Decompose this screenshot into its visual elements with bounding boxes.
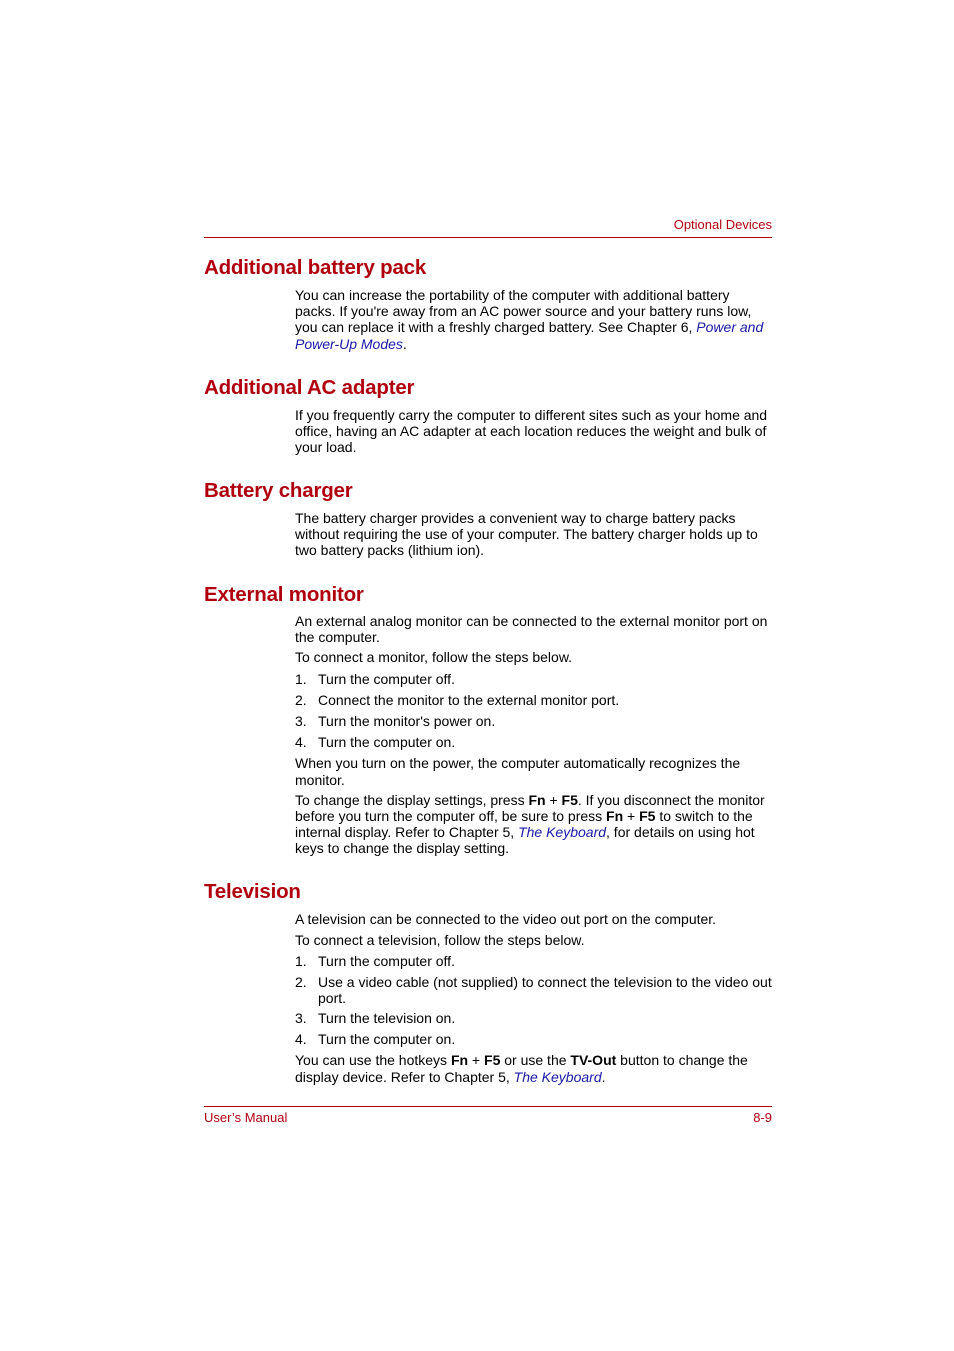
- footer-rule: [204, 1106, 772, 1107]
- text: . If you disconnect the monitor before you turn the computer off, be sure to press: [295, 791, 765, 825]
- heading-battery-charger: Battery charger: [204, 479, 353, 502]
- tv-step: [295, 1010, 773, 1026]
- step-text: Turn the computer on.: [318, 1031, 456, 1048]
- link-the-keyboard[interactable]: The Keyboard: [518, 824, 607, 841]
- step-number: 1.: [295, 953, 307, 970]
- step-number: 2.: [295, 691, 307, 708]
- step-text: Use a video cable (not supplied) to connect the television to the video out port.: [318, 973, 772, 1006]
- step-number: 4.: [295, 1031, 307, 1048]
- step-number: 3.: [295, 1010, 307, 1027]
- key-tv-out: TV-Out: [570, 1052, 617, 1069]
- battery-charger-paragraph: The battery charger provides a convenient way to charge battery packs without requiring the use of your computer. The battery charger holds up to two battery packs (lithium ion).: [295, 510, 758, 559]
- text: +: [468, 1052, 485, 1069]
- running-header: Optional Devices: [673, 217, 772, 232]
- key-fn: Fn: [450, 1052, 469, 1069]
- step-text: Turn the computer on.: [318, 734, 456, 751]
- tv-intro: A television can be connected to the video out port on the computer.: [295, 911, 717, 927]
- battery-pack-paragraph: [295, 287, 773, 352]
- step-number: 2.: [295, 973, 307, 990]
- page-number: 8-9: [753, 1110, 772, 1125]
- text: +: [545, 791, 562, 808]
- tv-step: [295, 953, 773, 969]
- tv-lead: To connect a television, follow the steps below.: [295, 932, 585, 949]
- step-text: Turn the computer off.: [318, 670, 455, 687]
- tv-step: [295, 974, 773, 1006]
- monitor-lead: To connect a monitor, follow the steps below.: [295, 649, 573, 666]
- external-monitor-body: [295, 613, 773, 857]
- header-rule: [204, 237, 772, 238]
- monitor-step: [295, 671, 773, 687]
- key-f5: F5: [484, 1052, 501, 1069]
- monitor-after: When you turn on the power, the computer automatically recognizes the monitor.: [295, 755, 741, 788]
- text: +: [623, 808, 640, 825]
- battery-pack-text-end: .: [402, 335, 407, 352]
- text: button to change the display device. Refer to Chapter 5,: [295, 1052, 748, 1085]
- heading-external-monitor: External monitor: [204, 583, 364, 606]
- monitor-step: [295, 692, 773, 708]
- step-number: 1.: [295, 670, 307, 687]
- text: , for details on using hot keys to change the display setting.: [295, 824, 755, 857]
- key-fn: Fn: [606, 808, 624, 825]
- battery-charger-body: [295, 510, 773, 559]
- step-number: 3.: [295, 713, 307, 730]
- battery-pack-text: You can increase the portability of the computer with additional battery packs. If you're away from an AC power source and your battery runs low, you can replace it with a freshly charged battery. See Chapter 6,: [295, 287, 752, 336]
- monitor-change-settings: [295, 792, 773, 857]
- step-text: Turn the computer off.: [318, 953, 455, 970]
- step-number: 4.: [295, 734, 307, 751]
- tv-hotkeys: [295, 1052, 773, 1084]
- monitor-step: [295, 713, 773, 729]
- heading-television: Television: [204, 880, 301, 903]
- battery-pack-body: [295, 287, 773, 352]
- step-text: Turn the monitor's power on.: [318, 713, 496, 730]
- link-the-keyboard[interactable]: The Keyboard: [513, 1068, 602, 1085]
- tv-step: [295, 1031, 773, 1047]
- step-text: Turn the television on.: [318, 1010, 456, 1027]
- text: to switch to the internal display. Refer to Chapter 5,: [295, 808, 753, 841]
- key-f5: F5: [561, 791, 578, 808]
- step-text: Connect the monitor to the external monitor port.: [318, 691, 620, 708]
- link-power-modes[interactable]: Power and Power-Up Modes: [295, 319, 764, 352]
- key-fn: Fn: [528, 791, 546, 808]
- text: To change the display settings, press: [295, 791, 529, 808]
- key-f5: F5: [639, 808, 656, 825]
- television-body: [295, 911, 773, 1085]
- ac-adapter-paragraph: If you frequently carry the computer to different sites such as your home and office, having an AC adapter at each location reduces the weight and bulk of your load.: [295, 407, 768, 456]
- text: .: [601, 1068, 606, 1085]
- heading-additional-battery-pack: Additional battery pack: [204, 256, 427, 279]
- heading-additional-ac-adapter: Additional AC adapter: [204, 376, 415, 399]
- ac-adapter-body: [295, 407, 773, 456]
- text: You can use the hotkeys: [295, 1052, 451, 1069]
- monitor-step: [295, 734, 773, 750]
- footer-manual-title: User’s Manual: [204, 1110, 288, 1125]
- text: or use the: [500, 1052, 571, 1069]
- monitor-intro: An external analog monitor can be connected to the external monitor port on the computer.: [295, 613, 768, 646]
